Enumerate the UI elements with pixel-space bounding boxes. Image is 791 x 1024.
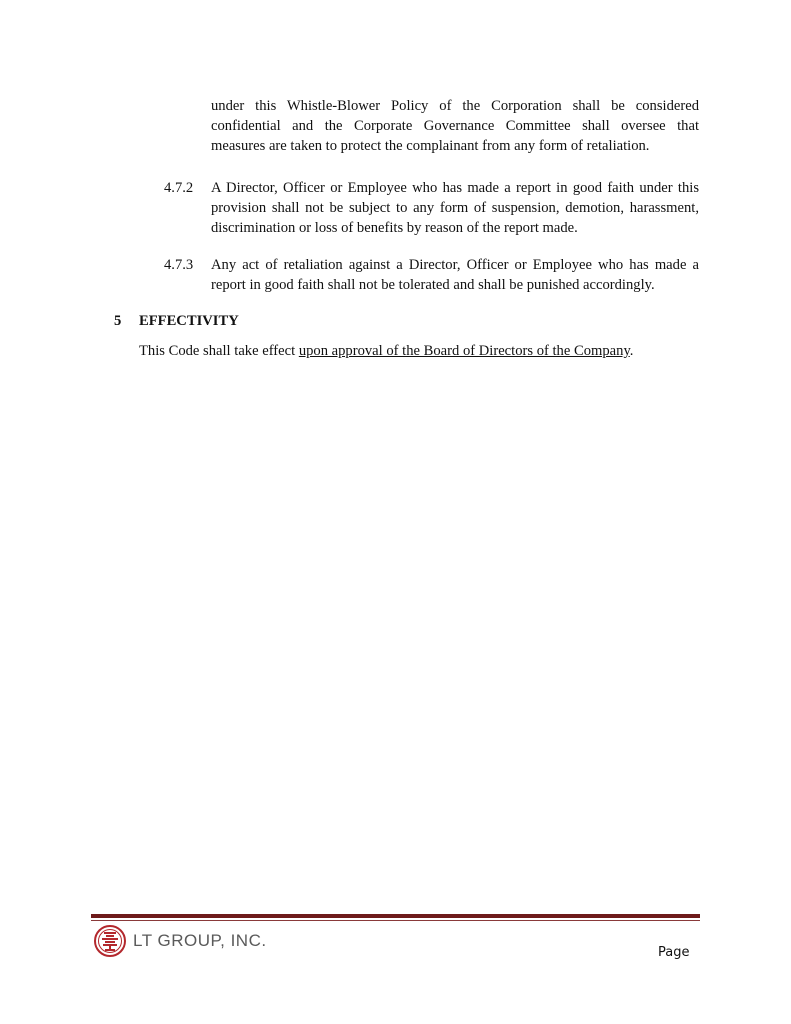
effectivity-underlined-text: upon approval of the Board of Directors of the Company [298,343,630,359]
clause-first-line: A Director, Officer or Employee who has made a report in good faith under this [211,180,699,196]
footer-rule [91,914,700,918]
effectivity-period: . [629,343,634,359]
clause-number: 4.7.3 [164,257,194,273]
page-label: Page [658,945,690,960]
effectivity-text: This Code shall take effect [139,343,299,359]
lt-group-emblem-icon [93,924,127,958]
effectivity-paragraph [139,341,633,361]
paragraph-line: confidential and the Corporate Governance Committee shall oversee that [211,118,699,134]
section-number: 5 [114,313,122,329]
company-logo [93,924,267,958]
whistleblower-continuation-paragraph [211,96,699,156]
clause-4-7-3 [164,255,699,295]
paragraph-line: measures are taken to protect the complainant from any form of retaliation. [211,138,650,154]
section-title: EFFECTIVITY [139,313,239,329]
paragraph-line: under this Whistle-Blower Policy of the Corporation shall be considered [211,98,699,114]
clause-text: provision shall not be subject to any form of suspension, demotion, harassment, discrimination or loss of benefits by reason of the report made. [211,200,699,236]
clause-4-7-2 [164,178,699,238]
clause-number: 4.7.2 [164,180,194,196]
clause-text: report in good faith shall not be tolerated and shall be punished accordingly. [211,277,655,293]
clause-first-line: Any act of retaliation against a Director, Officer or Employee who has made a [211,257,699,273]
footer-rule-thin [91,920,700,921]
section-heading [114,311,239,331]
logo-text: LT GROUP, INC. [133,931,267,950]
